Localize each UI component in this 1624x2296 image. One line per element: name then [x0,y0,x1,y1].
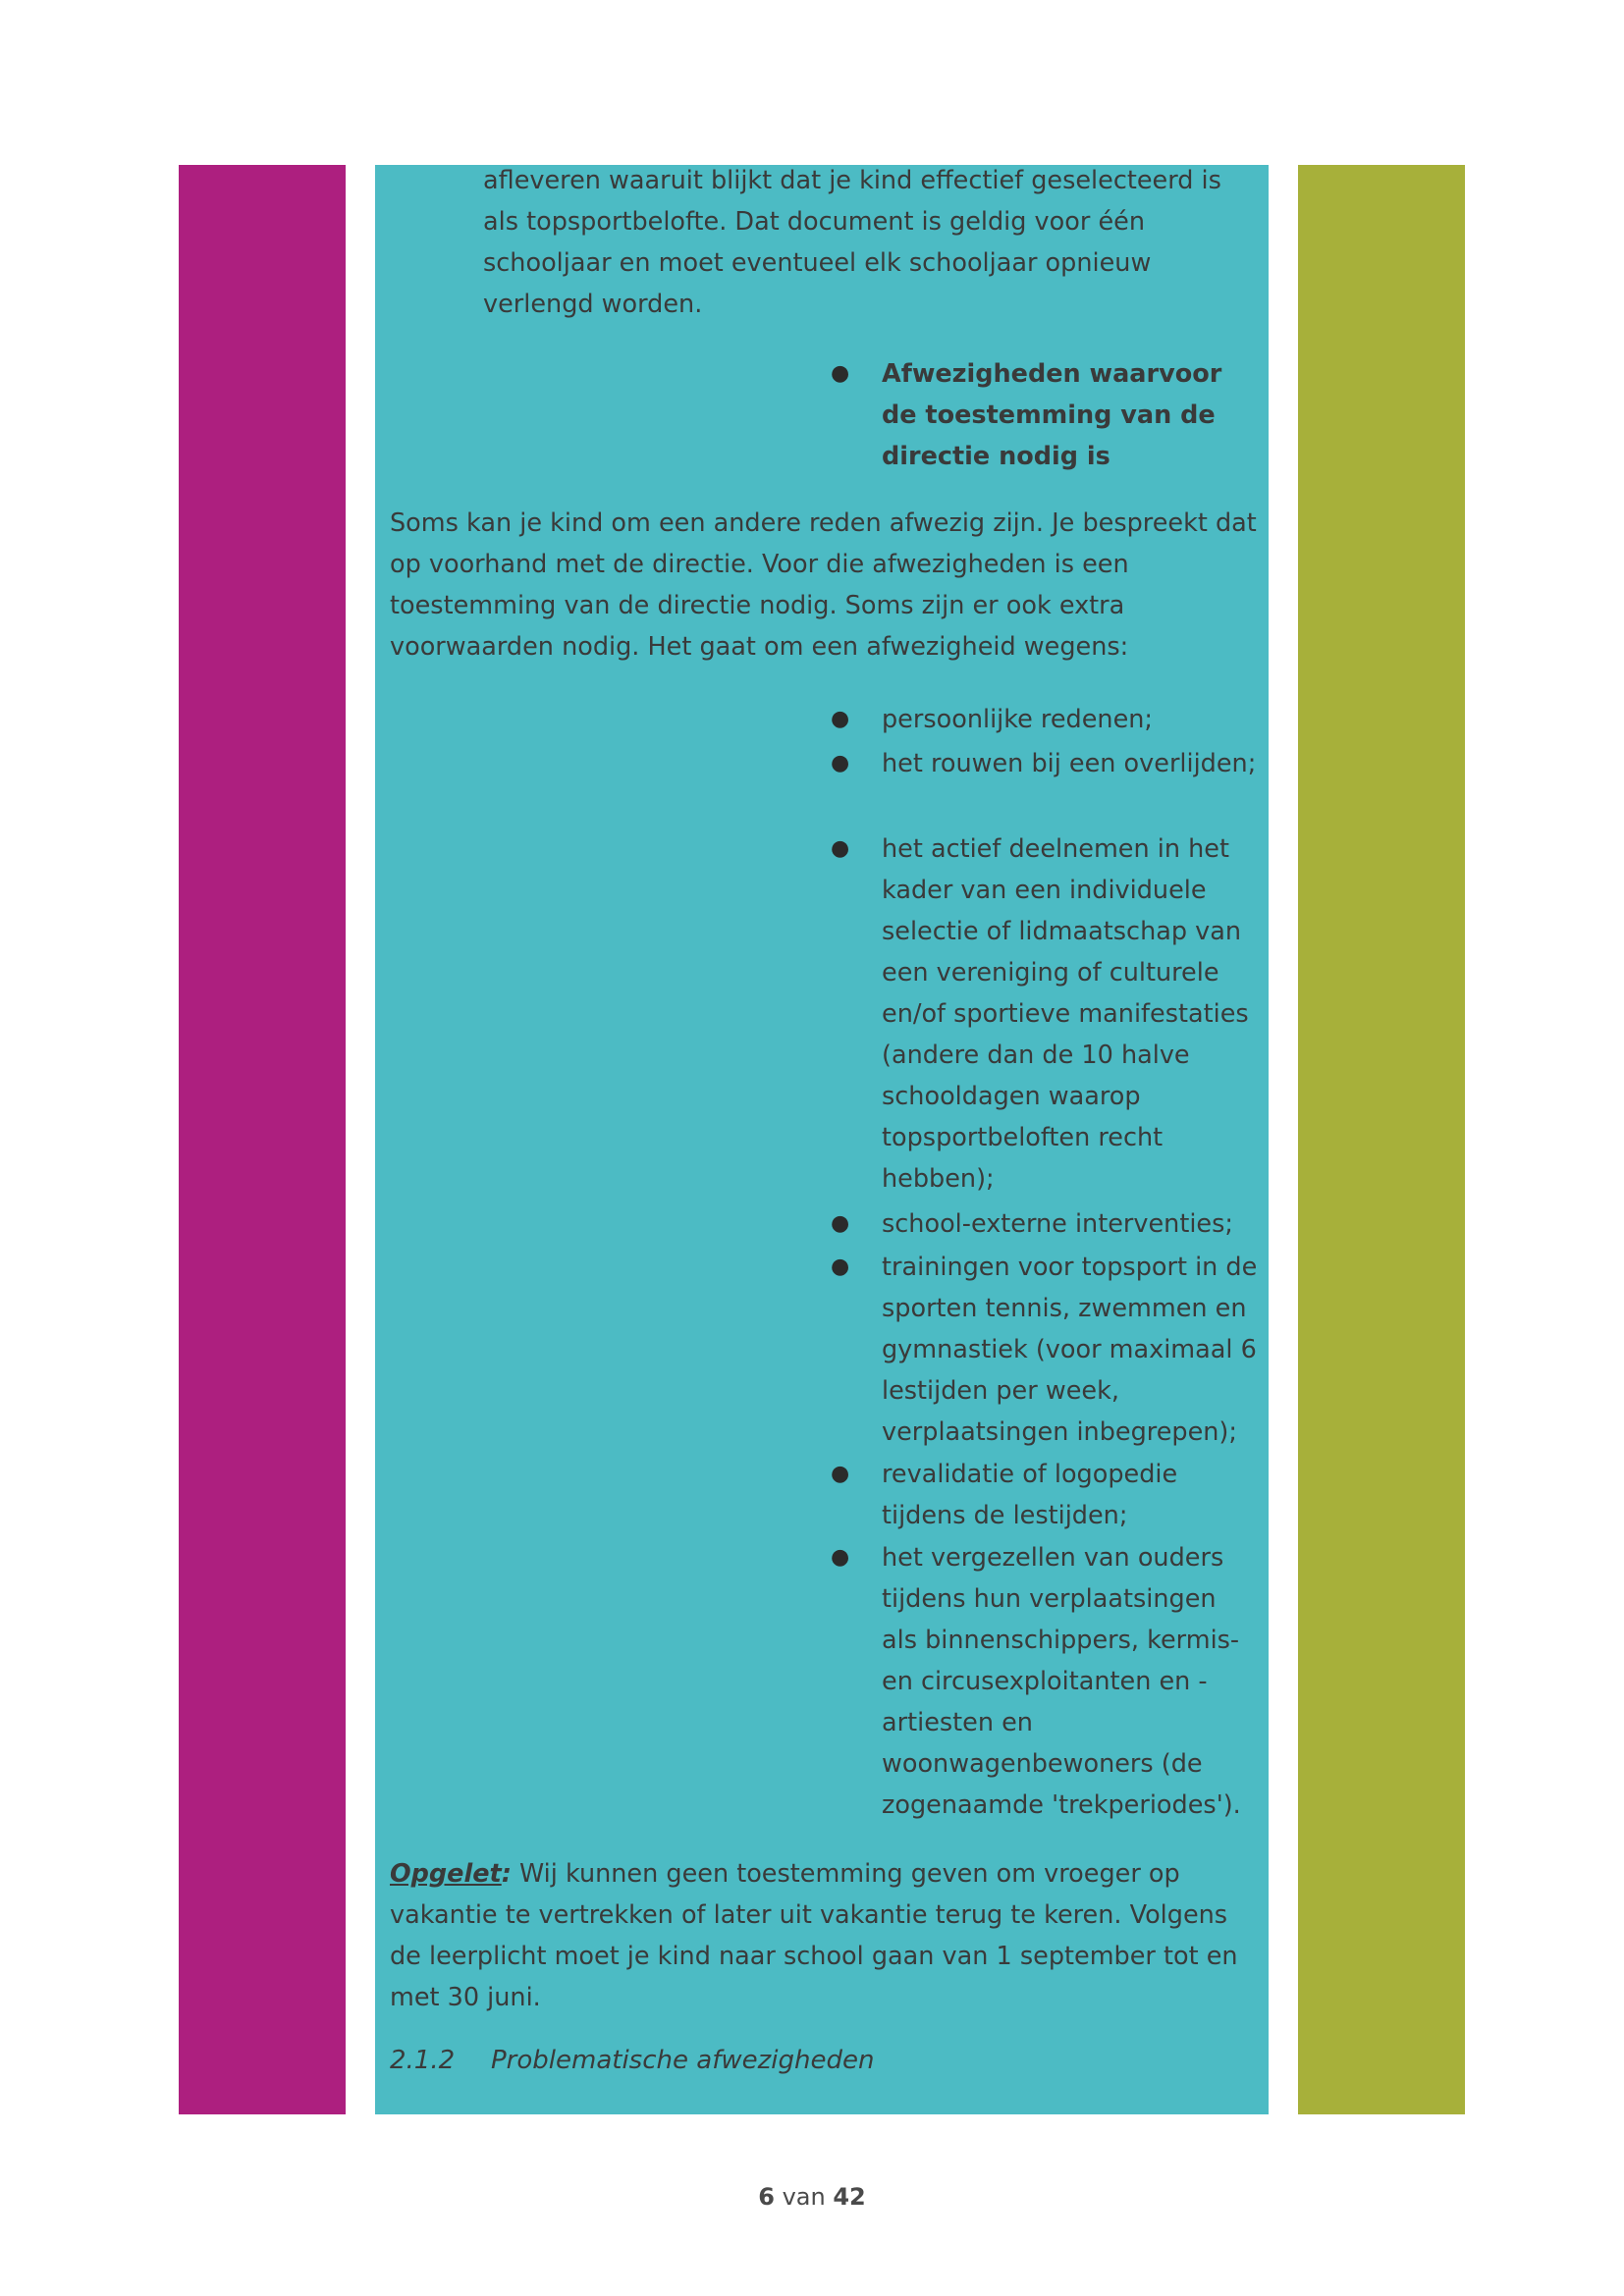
bullet-icon: ● [831,836,850,861]
left-color-band [179,165,346,2114]
page-footer [0,2183,1624,2211]
right-color-band [1298,165,1465,2114]
note-text: Wij kunnen geen toestemming geven om vroeger op vakantie te vertrekken of later uit vakantie terug te keren. Volgens de leerplicht moet je kind naar school gaan van 1 september tot en met 30 juni. [390,1859,1238,2012]
section-heading: Afwezigheden waarvoor de toestemming van de directie nodig is [882,359,1222,471]
subsection-title: Problematische afwezigheden [491,2046,875,2075]
bullet-icon: ● [831,1255,850,1279]
page-number: 6 [758,2183,775,2211]
list-item-text: school-externe interventies; [882,1209,1233,1239]
list-item-text: trainingen voor topsport in de sporten tennis, zwemmen en gymnastiek (voor maximaal 6 lestijden per week, verplaatsingen inbegrepen); [882,1253,1258,1447]
page-separator: van [782,2183,826,2211]
list-item-text: het vergezellen van ouders tijdens hun verplaatsingen als binnenschippers, kermis- en circusexploitanten en -artiesten en woonwagenbewoners (de zogenaamde 'trekperiodes'). [882,1543,1241,1820]
bullet-icon: ● [831,1545,850,1570]
list-item-text: het actief deelnemen in het kader van een individuele selectie of lidmaatschap van een vereniging of culturele en/of sportieve manifestaties (andere dan de 10 halve schooldagen waarop topsportbeloften recht hebben); [882,834,1249,1194]
page-total: 42 [833,2183,866,2211]
intro-paragraph: afleveren waaruit blijkt dat je kind effectief geselecteerd is als topsportbelofte. Dat document is geldig voor één schooljaar en moet eventueel elk schooljaar opnieuw verlengd worden. [483,166,1221,319]
list-item-text: het rouwen bij een overlijden; [882,749,1257,778]
note-paragraph [390,1853,1259,2018]
note-colon: : [501,1859,512,1889]
bullet-icon: ● [831,707,850,731]
list-item-text: revalidatie of logopedie tijdens de lestijden; [882,1460,1178,1530]
list-item-text: persoonlijke redenen; [882,705,1154,734]
bullet-icon: ● [831,1211,850,1236]
note-label: Opgelet [390,1859,502,1889]
body-paragraph: Soms kan je kind om een andere reden afwezig zijn. Je bespreekt dat op voorhand met de directie. Voor die afwezigheden is een toestemming van de directie nodig. Soms zijn er ook extra voorwaarden nodig. Het gaat om een afwezigheid wegens: [390,508,1257,662]
bullet-icon: ● [831,751,850,775]
subsection-number: 2.1.2 [390,2046,456,2075]
bullet-icon: ● [831,361,850,386]
bullet-icon: ● [831,1462,850,1486]
